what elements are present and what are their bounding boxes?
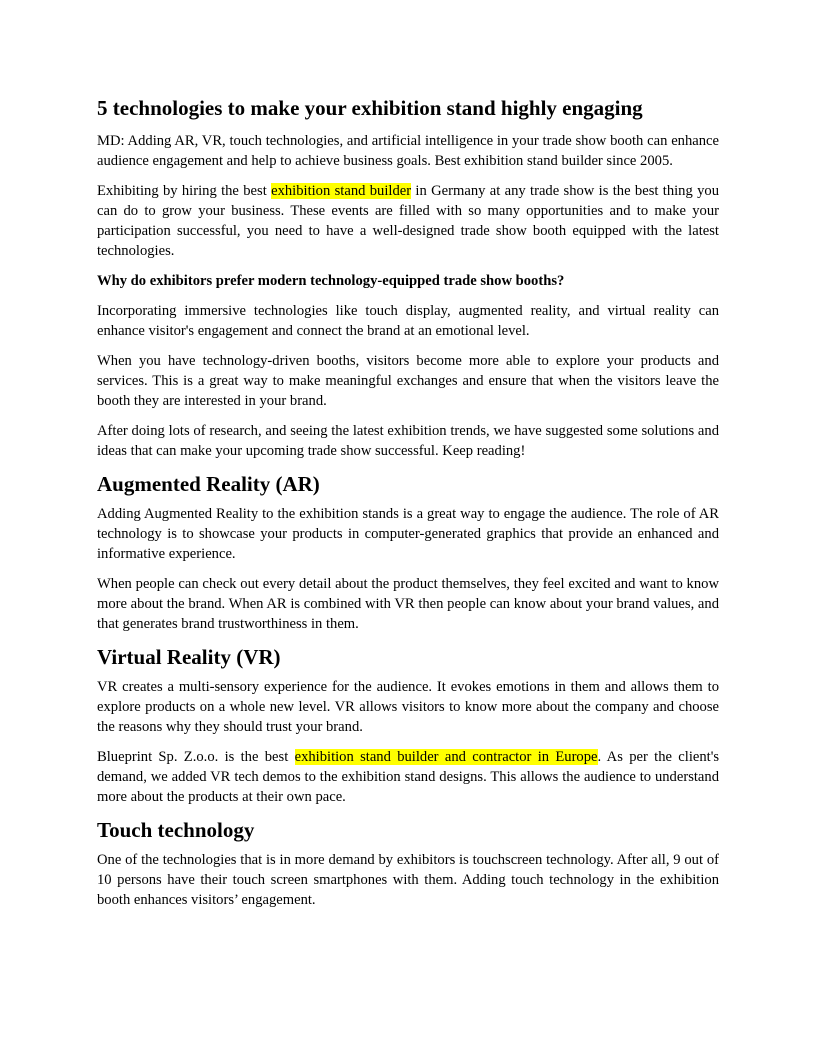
highlighted-link-stand-builder[interactable]: exhibition stand builder: [271, 183, 412, 199]
ar-paragraph-2: When people can check out every detail about the product themselves, they feel excited and want to know more about the brand. When AR is combined with VR then people can know about your brand values, and that generates brand trustworthiness in them.: [97, 576, 719, 632]
intro-paragraph-1: [97, 181, 719, 261]
intro-p1-before: Exhibiting by hiring the best: [97, 183, 272, 199]
intro-p1-after: in Germany at any trade show is the best thing you can do to grow your business. These events are filled with so many opportunities and to make your participation successful, you need to have a well-designed trade show booth equipped with the latest technologies.: [97, 183, 719, 259]
vr-heading: Virtual Reality (VR): [97, 645, 281, 669]
highlighted-link-contractor-europe[interactable]: exhibition stand builder and contractor in Europe: [294, 749, 598, 765]
intro-paragraph-3: When you have technology-driven booths, visitors become more able to explore your products and services. This is a great way to make meaningful exchanges and ensure that when the visitors leave the booth they are interested in your brand.: [97, 353, 719, 409]
vr-p2-before: Blueprint Sp. Z.o.o. is the best: [97, 749, 295, 765]
meta-description: MD: Adding AR, VR, touch technologies, and artificial intelligence in your trade show booth can enhance audience engagement and help to achieve business goals. Best exhibition stand builder since 2005.: [97, 133, 719, 169]
question-heading: Why do exhibitors prefer modern technology-equipped trade show booths?: [97, 273, 565, 289]
intro-paragraph-2: Incorporating immersive technologies like touch display, augmented reality, and virtual reality can enhance visitor's engagement and connect the brand at an emotional level.: [97, 303, 719, 339]
ar-heading: Augmented Reality (AR): [97, 472, 320, 496]
vr-paragraph-1: VR creates a multi-sensory experience for the audience. It evokes emotions in them and allows them to explore products on a whole new level. VR allows visitors to know more about the company and choose the reasons why they should trust your brand.: [97, 679, 719, 735]
touch-heading: Touch technology: [97, 818, 255, 842]
document-title: 5 technologies to make your exhibition stand highly engaging: [97, 96, 643, 120]
vr-p2-after: . As per the client's demand, we added VR tech demos to the exhibition stand designs. This allows the audience to understand more about the products at their own pace.: [97, 749, 720, 805]
intro-paragraph-4: After doing lots of research, and seeing the latest exhibition trends, we have suggested some solutions and ideas that can make your upcoming trade show successful. Keep reading!: [97, 423, 719, 459]
vr-paragraph-2: [97, 747, 719, 807]
touch-paragraph-1: One of the technologies that is in more demand by exhibitors is touchscreen technology. After all, 9 out of 10 persons have their touch screen smartphones with them. Adding touch technology in the exhibition booth enhances visitors’ engagement.: [97, 852, 719, 908]
document-page: [97, 94, 719, 920]
ar-paragraph-1: Adding Augmented Reality to the exhibition stands is a great way to engage the audience. The role of AR technology is to showcase your products in computer-generated graphics that provide an enhanced and informative experience.: [97, 506, 719, 562]
